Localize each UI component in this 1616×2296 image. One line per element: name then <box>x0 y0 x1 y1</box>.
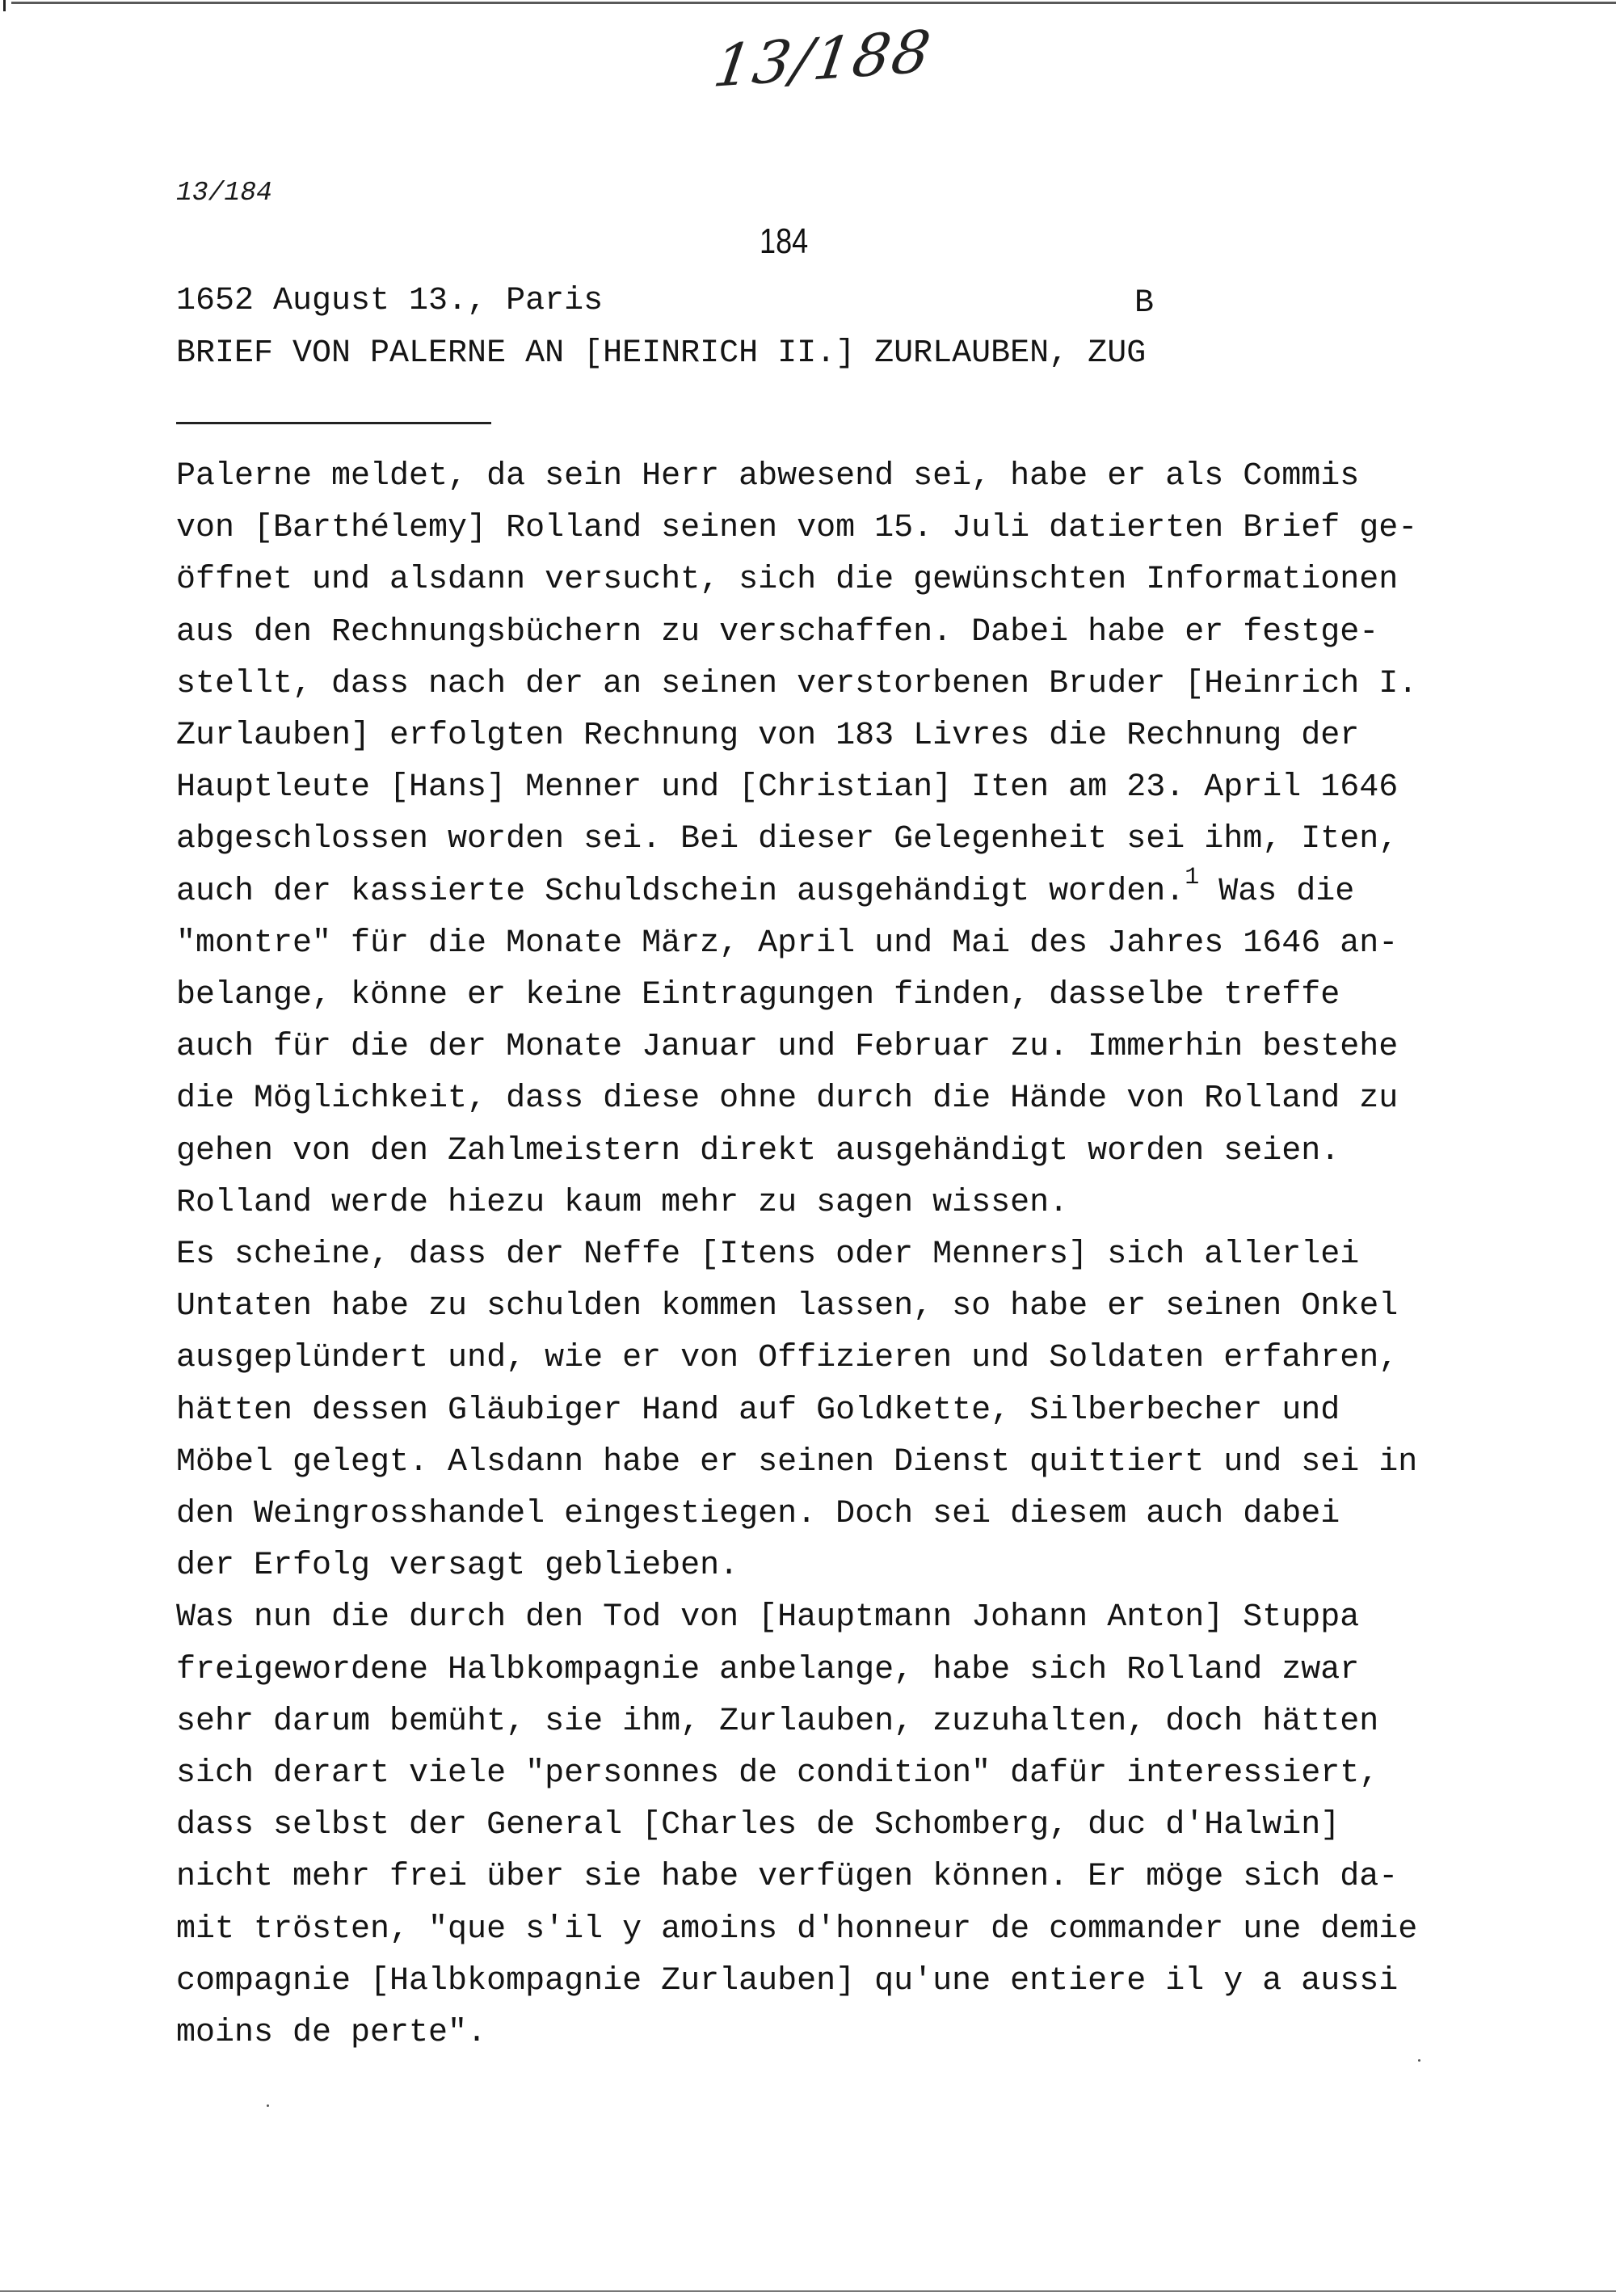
footnote-continuation: Was die <box>1199 874 1355 910</box>
body-line <box>176 668 1417 701</box>
body-line-text: sehr darum bemüht, sie ihm, Zurlauben, zuzuhalten, doch hätten <box>176 1704 1379 1740</box>
body-line <box>176 564 1398 596</box>
body-line <box>176 1498 1340 1531</box>
body-line-text: Hauptleute [Hans] Menner und [Christian] Iten am 23. April 1646 <box>176 769 1399 806</box>
date-place: 1652 August 13., Paris <box>176 283 604 319</box>
body-line-text: der Erfolg versagt geblieben. <box>176 1548 739 1584</box>
body-line <box>176 1444 1418 1481</box>
document-type-code: B <box>1134 285 1155 322</box>
body-line <box>176 2017 486 2050</box>
body-line <box>176 979 1340 1012</box>
body-line <box>176 512 1417 545</box>
body-line <box>176 458 1360 495</box>
body-line <box>176 1031 1398 1064</box>
body-line-text: hätten dessen Gläubiger Hand auf Goldkette, Silberbecher und <box>176 1392 1340 1429</box>
body-line <box>176 1809 1340 1842</box>
handwritten-archive-number: 13/188 <box>709 17 936 100</box>
body-line-text: sich derart viele "personnes de condition" dafür interessiert, <box>176 1755 1379 1792</box>
body-line-text: moins de perte". <box>176 2015 487 2051</box>
body-line <box>176 864 1355 910</box>
body-line-text: aus den Rechnungsbüchern zu verschaffen. Dabei habe er festge- <box>176 614 1379 651</box>
body-line <box>176 1083 1398 1115</box>
body-line <box>176 1965 1398 1998</box>
body-line <box>176 614 1379 651</box>
title-divider <box>176 422 491 424</box>
body-line-text: die Möglichkeit, dass diese ohne durch die Hände von Rolland zu <box>176 1081 1399 1117</box>
document-title: BRIEF VON PALERNE AN [HEINRICH II.] ZURLAUBEN, ZUG <box>176 335 1147 372</box>
body-line-text: Was nun die durch den Tod von [Hauptmann Johann Anton] Stuppa <box>176 1599 1360 1636</box>
body-line-text: belange, könne er keine Eintragungen finden, dasselbe treffe <box>176 977 1340 1013</box>
body-line <box>176 1599 1360 1636</box>
body-line-text: Zurlauben] erfolgten Rechnung von 183 Livres die Rechnung der <box>176 718 1360 754</box>
body-line <box>176 1706 1378 1738</box>
body-line-text: auch der kassierte Schuldschein ausgehändigt worden. <box>176 874 1185 910</box>
body-line <box>176 925 1399 962</box>
body-line <box>176 1654 1359 1687</box>
body-line-text: freigewordene Halbkompagnie anbelange, habe sich Rolland zwar <box>176 1652 1360 1688</box>
scan-speck <box>267 2104 269 2107</box>
body-line-text: Möbel gelegt. Alsdann habe er seinen Dienst quittiert und sei in <box>176 1444 1418 1481</box>
footnote-marker: 1 <box>1185 864 1200 891</box>
body-line-text: öffnet und alsdann versucht, sich die gewünschten Informationen <box>176 562 1399 598</box>
body-line-text: "montre" für die Monate März, April und Mai des Jahres 1646 an- <box>176 925 1399 962</box>
body-line-text: mit trösten, "que s'il y amoins d'honneur de commander une demie <box>176 1911 1418 1948</box>
body-line-text: stellt, dass nach der an seinen verstorbenen Bruder [Heinrich I. <box>176 666 1418 702</box>
body-line <box>176 1236 1360 1273</box>
body-line-text: abgeschlossen worden sei. Bei dieser Gelegenheit sei ihm, Iten, <box>176 821 1399 857</box>
body-line-text: ausgeplündert und, wie er von Offizieren und Soldaten erfahren, <box>176 1340 1399 1376</box>
body-line-text: gehen von den Zahlmeistern direkt ausgehändigt worden seien. <box>176 1133 1340 1169</box>
body-line <box>176 1550 739 1582</box>
scan-speck <box>1418 2059 1420 2062</box>
scan-top-edge <box>11 2 1616 4</box>
document-number: 184 <box>760 221 809 261</box>
body-line-text: dass selbst der General [Charles de Schomberg, duc d'Halwin] <box>176 1807 1340 1843</box>
body-line <box>176 1135 1340 1168</box>
body-line <box>176 769 1399 806</box>
body-line <box>176 720 1359 752</box>
body-line <box>176 1861 1398 1894</box>
body-line-text: nicht mehr frei über sie habe verfügen können. Er möge sich da- <box>176 1859 1399 1895</box>
body-line-text: Palerne meldet, da sein Herr abwesend sei, habe er als Commis <box>176 458 1360 495</box>
archive-reference: 13/184 <box>176 178 272 208</box>
body-line <box>176 1755 1379 1792</box>
scan-bottom-edge <box>0 2290 1616 2292</box>
body-line-text: Untaten habe zu schulden kommen lassen, so habe er seinen Onkel <box>176 1288 1399 1325</box>
body-line <box>176 821 1399 857</box>
body-line <box>176 1342 1398 1375</box>
body-line-text: Rolland werde hiezu kaum mehr zu sagen wissen. <box>176 1185 1069 1221</box>
body-line-text: auch für die der Monate Januar und Februar zu. Immerhin bestehe <box>176 1029 1399 1065</box>
body-line-text: von [Barthélemy] Rolland seinen vom 15. Juli datierten Brief ge- <box>176 510 1418 546</box>
body-line <box>176 1187 1068 1220</box>
body-line-text: den Weingrosshandel eingestiegen. Doch sei diesem auch dabei <box>176 1496 1340 1532</box>
scan-left-edge <box>3 0 6 11</box>
body-line-text: Es scheine, dass der Neffe [Itens oder Menners] sich allerlei <box>176 1236 1360 1273</box>
body-line <box>176 1911 1418 1948</box>
body-line-text: compagnie [Halbkompagnie Zurlauben] qu'une entiere il y a aussi <box>176 1963 1399 1999</box>
body-line <box>176 1392 1340 1429</box>
body-line <box>176 1288 1399 1325</box>
